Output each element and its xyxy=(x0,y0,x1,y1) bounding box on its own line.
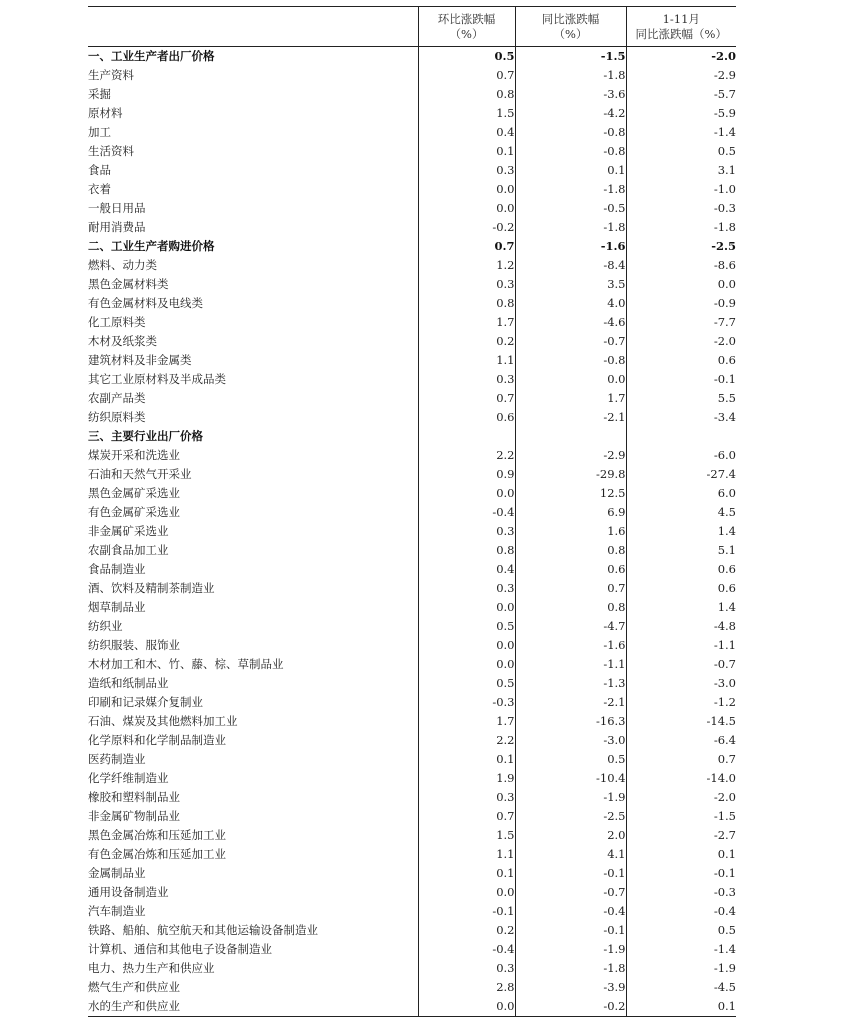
row-label: 燃气生产和供应业 xyxy=(88,980,180,994)
row-label: 黑色金属材料类 xyxy=(88,277,169,291)
mom-value: -0.4 xyxy=(418,503,515,522)
row-label: 二、工业生产者购进价格 xyxy=(88,239,215,253)
row-label: 橡胶和塑料制品业 xyxy=(88,790,180,804)
yoy-value: 0.0 xyxy=(515,370,626,389)
yoy-value: 4.0 xyxy=(515,294,626,313)
row-label: 金属制品业 xyxy=(88,866,146,880)
table-row xyxy=(88,959,736,978)
yoy-value: 2.0 xyxy=(515,826,626,845)
yoy-value: -1.9 xyxy=(515,940,626,959)
yoy-value: -1.3 xyxy=(515,674,626,693)
table-row xyxy=(88,579,736,598)
row-label: 建筑材料及非金属类 xyxy=(88,353,192,367)
ytd-value: -0.3 xyxy=(626,883,736,902)
mom-value: 1.7 xyxy=(418,712,515,731)
mom-value: 1.5 xyxy=(418,826,515,845)
ytd-value: -6.0 xyxy=(626,446,736,465)
table-row xyxy=(88,313,736,332)
mom-value: 0.1 xyxy=(418,750,515,769)
mom-value: 2.2 xyxy=(418,731,515,750)
ytd-value: -14.0 xyxy=(626,769,736,788)
row-label: 石油和天然气开采业 xyxy=(88,467,192,481)
ytd-value: 0.1 xyxy=(626,845,736,864)
mom-value: 0.3 xyxy=(418,522,515,541)
ytd-value: -1.4 xyxy=(626,123,736,142)
table-row xyxy=(88,997,736,1017)
yoy-value: -4.6 xyxy=(515,313,626,332)
table-row xyxy=(88,389,736,408)
mom-value: 0.0 xyxy=(418,997,515,1017)
table-row xyxy=(88,351,736,370)
row-label: 烟草制品业 xyxy=(88,600,146,614)
row-label: 铁路、船舶、航空航天和其他运输设备制造业 xyxy=(88,923,318,937)
mom-value: 2.8 xyxy=(418,978,515,997)
yoy-value: -0.7 xyxy=(515,332,626,351)
yoy-value: 4.1 xyxy=(515,845,626,864)
row-label: 有色金属材料及电线类 xyxy=(88,296,203,310)
mom-value: 0.8 xyxy=(418,541,515,560)
ytd-value: 3.1 xyxy=(626,161,736,180)
header-ytd-period: 1-11月 xyxy=(662,11,700,26)
yoy-value: -10.4 xyxy=(515,769,626,788)
yoy-value: -3.0 xyxy=(515,731,626,750)
row-label: 木材及纸浆类 xyxy=(88,334,157,348)
table-row xyxy=(88,541,736,560)
yoy-value: -0.8 xyxy=(515,142,626,161)
yoy-value: 0.8 xyxy=(515,598,626,617)
mom-value: 0.8 xyxy=(418,294,515,313)
ytd-value: -8.6 xyxy=(626,256,736,275)
ytd-value: -27.4 xyxy=(626,465,736,484)
mom-value: 0.0 xyxy=(418,636,515,655)
mom-value: 0.0 xyxy=(418,484,515,503)
table-row xyxy=(88,731,736,750)
ytd-value: -4.5 xyxy=(626,978,736,997)
mom-value: -0.3 xyxy=(418,693,515,712)
row-label: 印刷和记录媒介复制业 xyxy=(88,695,203,709)
row-label: 纺织服装、服饰业 xyxy=(88,638,180,652)
yoy-value: -8.4 xyxy=(515,256,626,275)
mom-value: 0.3 xyxy=(418,788,515,807)
row-label: 采掘 xyxy=(88,87,111,101)
row-label: 有色金属冶炼和压延加工业 xyxy=(88,847,226,861)
yoy-value: -0.8 xyxy=(515,351,626,370)
ytd-value: -5.7 xyxy=(626,85,736,104)
row-label: 医药制造业 xyxy=(88,752,146,766)
mom-value: 0.3 xyxy=(418,959,515,978)
ytd-value: -7.7 xyxy=(626,313,736,332)
row-label: 非金属矿物制品业 xyxy=(88,809,180,823)
row-label: 食品制造业 xyxy=(88,562,146,576)
ytd-value: -0.7 xyxy=(626,655,736,674)
header-mom-unit: （%） xyxy=(449,26,484,41)
row-label: 三、主要行业出厂价格 xyxy=(88,429,203,443)
table-row xyxy=(88,408,736,427)
ytd-value: 5.1 xyxy=(626,541,736,560)
yoy-value: -0.1 xyxy=(515,864,626,883)
table-row xyxy=(88,826,736,845)
section-header-row xyxy=(88,427,736,446)
header-item-name xyxy=(88,7,418,47)
table-row xyxy=(88,294,736,313)
table-row xyxy=(88,693,736,712)
row-label: 加工 xyxy=(88,125,111,139)
row-label: 其它工业原材料及半成品类 xyxy=(88,372,226,386)
mom-value: 0.8 xyxy=(418,85,515,104)
table-row xyxy=(88,332,736,351)
table-row xyxy=(88,446,736,465)
ytd-value: -1.9 xyxy=(626,959,736,978)
ytd-value: -2.7 xyxy=(626,826,736,845)
row-label: 耐用消费品 xyxy=(88,220,146,234)
table-row xyxy=(88,142,736,161)
header-yoy-label: 同比涨跌幅 xyxy=(541,11,600,26)
mom-value: 0.3 xyxy=(418,161,515,180)
mom-value: 0.0 xyxy=(418,199,515,218)
row-label: 食品 xyxy=(88,163,111,177)
mom-value: 0.0 xyxy=(418,883,515,902)
ytd-value: -1.4 xyxy=(626,940,736,959)
header-yoy xyxy=(515,7,626,47)
mom-value: 0.0 xyxy=(418,655,515,674)
ytd-value: -0.1 xyxy=(626,370,736,389)
mom-value: 0.4 xyxy=(418,123,515,142)
ytd-value: -2.0 xyxy=(626,788,736,807)
yoy-value xyxy=(515,427,626,446)
table-row xyxy=(88,180,736,199)
ytd-value: -2.5 xyxy=(626,237,736,256)
ytd-value: 1.4 xyxy=(626,598,736,617)
ytd-value: -0.1 xyxy=(626,864,736,883)
mom-value: 2.2 xyxy=(418,446,515,465)
section-header-row xyxy=(88,47,736,67)
ytd-value: -1.0 xyxy=(626,180,736,199)
mom-value: 1.1 xyxy=(418,845,515,864)
yoy-value: -1.6 xyxy=(515,636,626,655)
mom-value: 0.3 xyxy=(418,275,515,294)
yoy-value: -0.1 xyxy=(515,921,626,940)
ytd-value: -3.4 xyxy=(626,408,736,427)
ytd-value: -1.2 xyxy=(626,693,736,712)
yoy-value: -0.8 xyxy=(515,123,626,142)
ytd-value: 5.5 xyxy=(626,389,736,408)
table-row xyxy=(88,788,736,807)
table-row xyxy=(88,560,736,579)
table-row xyxy=(88,750,736,769)
yoy-value: 0.1 xyxy=(515,161,626,180)
ytd-value: -3.0 xyxy=(626,674,736,693)
table-header-row xyxy=(88,7,736,47)
mom-value: 0.3 xyxy=(418,370,515,389)
mom-value: 0.9 xyxy=(418,465,515,484)
yoy-value: -0.4 xyxy=(515,902,626,921)
yoy-value: -0.7 xyxy=(515,883,626,902)
price-index-table xyxy=(88,6,736,1017)
yoy-value: -1.8 xyxy=(515,959,626,978)
yoy-value: 0.8 xyxy=(515,541,626,560)
row-label: 水的生产和供应业 xyxy=(88,997,418,1017)
table-row xyxy=(88,161,736,180)
mom-value: 0.4 xyxy=(418,560,515,579)
row-label: 石油、煤炭及其他燃料加工业 xyxy=(88,714,238,728)
row-label: 造纸和纸制品业 xyxy=(88,676,169,690)
mom-value: 0.0 xyxy=(418,598,515,617)
ytd-value: 6.0 xyxy=(626,484,736,503)
row-label: 纺织业 xyxy=(88,619,123,633)
yoy-value: -4.2 xyxy=(515,104,626,123)
table-row xyxy=(88,66,736,85)
mom-value: 1.2 xyxy=(418,256,515,275)
yoy-value: -1.8 xyxy=(515,180,626,199)
header-ytd xyxy=(626,7,736,47)
mom-value: 0.1 xyxy=(418,864,515,883)
mom-value: 0.3 xyxy=(418,579,515,598)
row-label: 木材加工和木、竹、藤、棕、草制品业 xyxy=(88,657,284,671)
header-ytd-label: 同比涨跌幅（%） xyxy=(635,26,727,41)
yoy-value: 1.6 xyxy=(515,522,626,541)
yoy-value: -1.8 xyxy=(515,218,626,237)
section-header-row xyxy=(88,237,736,256)
ytd-value: 0.5 xyxy=(626,921,736,940)
ytd-value: -2.9 xyxy=(626,66,736,85)
mom-value: 0.7 xyxy=(418,66,515,85)
row-label: 黑色金属冶炼和压延加工业 xyxy=(88,828,226,842)
mom-value: 1.9 xyxy=(418,769,515,788)
row-label: 电力、热力生产和供应业 xyxy=(88,961,215,975)
yoy-value: -2.1 xyxy=(515,408,626,427)
yoy-value: -1.8 xyxy=(515,66,626,85)
yoy-value: 0.6 xyxy=(515,560,626,579)
table-row xyxy=(88,978,736,997)
yoy-value: -2.5 xyxy=(515,807,626,826)
yoy-value: 0.5 xyxy=(515,750,626,769)
ytd-value: 0.5 xyxy=(626,142,736,161)
mom-value: 0.6 xyxy=(418,408,515,427)
yoy-value: -1.1 xyxy=(515,655,626,674)
table-row xyxy=(88,902,736,921)
table-row xyxy=(88,104,736,123)
mom-value: -0.2 xyxy=(418,218,515,237)
table-row xyxy=(88,484,736,503)
mom-value: 0.5 xyxy=(418,617,515,636)
mom-value: 0.5 xyxy=(418,47,515,67)
table-body xyxy=(88,47,736,1017)
row-label: 生活资料 xyxy=(88,144,134,158)
yoy-value: 1.7 xyxy=(515,389,626,408)
ytd-value: -1.1 xyxy=(626,636,736,655)
row-label: 黑色金属矿采选业 xyxy=(88,486,180,500)
ytd-value: 0.7 xyxy=(626,750,736,769)
header-yoy-unit: （%） xyxy=(553,26,588,41)
row-label: 农副食品加工业 xyxy=(88,543,169,557)
ytd-value: 0.6 xyxy=(626,579,736,598)
row-label: 有色金属矿采选业 xyxy=(88,505,180,519)
table-row xyxy=(88,598,736,617)
table-row xyxy=(88,940,736,959)
mom-value: 0.0 xyxy=(418,180,515,199)
yoy-value: 0.7 xyxy=(515,579,626,598)
table-row xyxy=(88,864,736,883)
row-label: 一、工业生产者出厂价格 xyxy=(88,49,215,63)
mom-value: 0.7 xyxy=(418,237,515,256)
mom-value: 0.7 xyxy=(418,807,515,826)
ytd-value: -1.8 xyxy=(626,218,736,237)
ytd-value: -2.0 xyxy=(626,332,736,351)
mom-value: 0.2 xyxy=(418,921,515,940)
mom-value: 0.7 xyxy=(418,389,515,408)
yoy-value: -3.9 xyxy=(515,978,626,997)
table-row xyxy=(88,617,736,636)
table-row xyxy=(88,123,736,142)
ytd-value: -1.5 xyxy=(626,807,736,826)
header-mom-label: 环比涨跌幅 xyxy=(437,11,496,26)
ytd-value: -0.9 xyxy=(626,294,736,313)
ytd-value: -6.4 xyxy=(626,731,736,750)
row-label: 通用设备制造业 xyxy=(88,885,169,899)
ytd-value: 0.6 xyxy=(626,351,736,370)
ytd-value: -2.0 xyxy=(626,47,736,67)
yoy-value: -1.5 xyxy=(515,47,626,67)
table-row xyxy=(88,712,736,731)
yoy-value: -1.6 xyxy=(515,237,626,256)
mom-value: -0.4 xyxy=(418,940,515,959)
yoy-value: -16.3 xyxy=(515,712,626,731)
row-label: 煤炭开采和洗选业 xyxy=(88,448,180,462)
ytd-value: -5.9 xyxy=(626,104,736,123)
ytd-value xyxy=(626,427,736,446)
row-label: 燃料、动力类 xyxy=(88,258,157,272)
header-mom xyxy=(418,7,515,47)
row-label: 化学纤维制造业 xyxy=(88,771,169,785)
mom-value: 1.1 xyxy=(418,351,515,370)
table-row xyxy=(88,921,736,940)
table-row xyxy=(88,655,736,674)
yoy-value: -29.8 xyxy=(515,465,626,484)
ytd-value: 4.5 xyxy=(626,503,736,522)
table-row xyxy=(88,370,736,389)
table-row xyxy=(88,85,736,104)
yoy-value: 12.5 xyxy=(515,484,626,503)
yoy-value: 3.5 xyxy=(515,275,626,294)
table-row xyxy=(88,199,736,218)
yoy-value: -1.9 xyxy=(515,788,626,807)
table-row xyxy=(88,636,736,655)
ytd-value: 0.6 xyxy=(626,560,736,579)
ytd-value: 0.0 xyxy=(626,275,736,294)
table-row xyxy=(88,522,736,541)
mom-value xyxy=(418,427,515,446)
mom-value: 0.5 xyxy=(418,674,515,693)
table-row xyxy=(88,883,736,902)
row-label: 非金属矿采选业 xyxy=(88,524,169,538)
table-row xyxy=(88,465,736,484)
ytd-value: -0.3 xyxy=(626,199,736,218)
mom-value: 1.7 xyxy=(418,313,515,332)
yoy-value: -2.1 xyxy=(515,693,626,712)
row-label: 计算机、通信和其他电子设备制造业 xyxy=(88,942,272,956)
table-row xyxy=(88,503,736,522)
yoy-value: -2.9 xyxy=(515,446,626,465)
row-label: 酒、饮料及精制茶制造业 xyxy=(88,581,215,595)
table-row xyxy=(88,218,736,237)
mom-value: 0.1 xyxy=(418,142,515,161)
ytd-value: -4.8 xyxy=(626,617,736,636)
mom-value: 0.2 xyxy=(418,332,515,351)
table-row xyxy=(88,845,736,864)
row-label: 化工原料类 xyxy=(88,315,146,329)
yoy-value: -0.2 xyxy=(515,997,626,1017)
row-label: 汽车制造业 xyxy=(88,904,146,918)
row-label: 纺织原料类 xyxy=(88,410,146,424)
yoy-value: 6.9 xyxy=(515,503,626,522)
table-row xyxy=(88,807,736,826)
ytd-value: -0.4 xyxy=(626,902,736,921)
ytd-value: -14.5 xyxy=(626,712,736,731)
mom-value: -0.1 xyxy=(418,902,515,921)
row-label: 生产资料 xyxy=(88,68,134,82)
ytd-value: 0.1 xyxy=(626,997,736,1017)
table-row xyxy=(88,769,736,788)
row-label: 一般日用品 xyxy=(88,201,146,215)
ytd-value: 1.4 xyxy=(626,522,736,541)
yoy-value: -0.5 xyxy=(515,199,626,218)
yoy-value: -4.7 xyxy=(515,617,626,636)
table-row xyxy=(88,256,736,275)
table-row xyxy=(88,674,736,693)
row-label: 农副产品类 xyxy=(88,391,146,405)
table-row xyxy=(88,275,736,294)
mom-value: 1.5 xyxy=(418,104,515,123)
yoy-value: -3.6 xyxy=(515,85,626,104)
row-label: 原材料 xyxy=(88,106,123,120)
row-label: 衣着 xyxy=(88,182,111,196)
row-label: 化学原料和化学制品制造业 xyxy=(88,733,226,747)
